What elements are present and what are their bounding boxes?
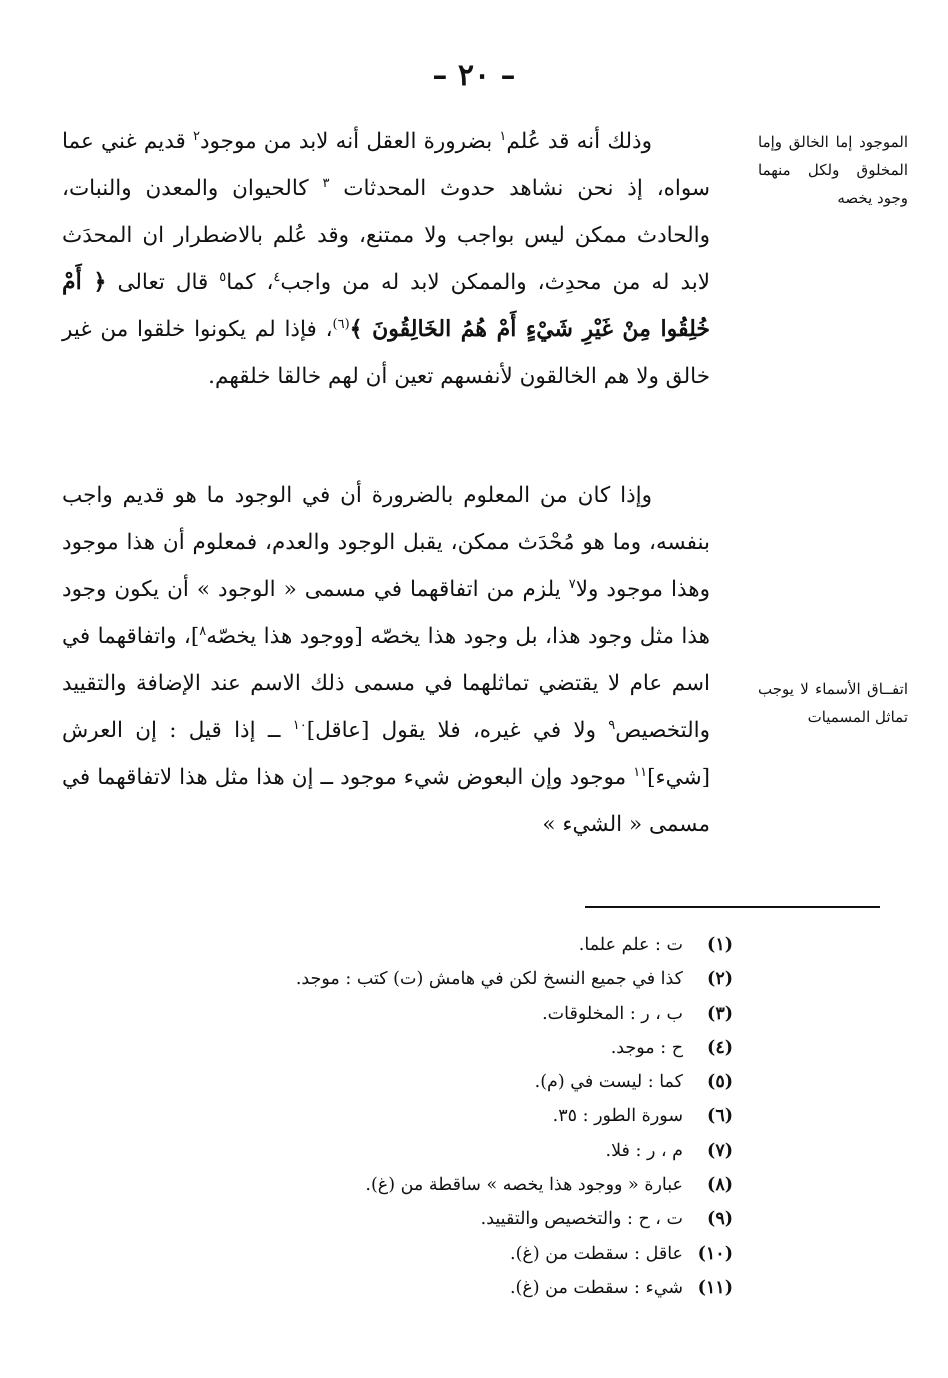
footnote-ref-8: ٨ xyxy=(199,623,207,639)
margin-note-existence: الموجود إما الخالق وإما المخلوق ولكل منهما وجود يخصه xyxy=(758,133,908,207)
para2-text-1: وإذا كان من المعلوم بالضرورة أن في الوجود ما هو قديم واجب بنفسه، وما هو مُحْدَث ممكن، يقبل الوجود والعدم، فمعلوم أن هذا موجود وهذا موجود ولا xyxy=(62,483,710,602)
footnote-text: كما : ليست في (م). xyxy=(534,1072,683,1093)
footnote-number: (١١) xyxy=(697,1277,733,1298)
footnote-text: شيء : سقطت من (غ). xyxy=(509,1277,683,1298)
footnote-item xyxy=(173,1202,733,1236)
para2-text-5: ــ إذا قيل : إن العرش [شيء] xyxy=(62,718,710,790)
footnote-number: (٧) xyxy=(707,1140,733,1161)
footnotes-list xyxy=(173,928,733,1305)
footnote-ref-1: ١ xyxy=(499,128,507,144)
para1-text-3: قديم غني عما سواه، إذ نحن نشاهد حدوث المحدثات xyxy=(62,129,710,201)
footnote-ref-9: ٩ xyxy=(608,717,616,733)
para2-text-6: موجود وإن البعوض شيء موجود ــ إن هذا مثل هذا لاتفاقهما في مسمى « الشيء » xyxy=(62,765,710,837)
footnote-number: (٢) xyxy=(707,969,733,990)
para2-text-2: يلزم من اتفاقهما في مسمى « الوجود » أن يكون وجود هذا مثل وجود هذا، بل وجود هذا يخصّه [ووجود هذا يخصّه xyxy=(62,577,710,649)
para1-text-2: بضرورة العقل أنه لابد من موجود xyxy=(199,129,500,154)
footnote-ref-11: ١١ xyxy=(633,764,648,780)
footnote-item xyxy=(173,997,733,1031)
footnote-number: (١٠) xyxy=(697,1243,733,1264)
footnote-number: (٣) xyxy=(707,1003,733,1024)
footnote-text: عبارة « ووجود هذا يخصه » ساقطة من (غ). xyxy=(365,1175,683,1196)
footnote-ref-6: (٦) xyxy=(332,316,350,332)
footnote-text: ب ، ر : المخلوقات. xyxy=(542,1003,683,1024)
body-paragraph-2 xyxy=(62,472,710,848)
footnote-divider xyxy=(585,906,880,908)
para2-text-3: ]، واتفاقهما في اسم عام لا يقتضي تماثلهما في مسمى ذلك الاسم عند الإضافة والتقييد والتخصيص xyxy=(62,624,710,743)
footnote-item xyxy=(173,962,733,996)
footnote-number: (٤) xyxy=(707,1037,733,1058)
para1-text-1: وذلك أنه قد عُلم xyxy=(506,129,652,154)
footnote-number: (٩) xyxy=(707,1209,733,1230)
footnote-item xyxy=(173,1168,733,1202)
footnote-ref-2: ٢ xyxy=(193,128,200,144)
footnote-number: (١) xyxy=(707,935,733,955)
footnote-number: (٨) xyxy=(707,1175,733,1196)
para1-text-4: كالحيوان والمعدن والنبات، والحادث ممكن ليس بواجب ولا ممتنع، وقد عُلم بالاضطرار ان المحدَث لابد له من محدِث، والممكن لابد له من واجب xyxy=(62,176,710,295)
footnote-item xyxy=(173,1237,733,1271)
footnote-ref-7: ٧ xyxy=(568,576,576,592)
footnote-ref-3: ٣ xyxy=(322,175,330,191)
footnote-ref-4: ٤ xyxy=(273,269,281,285)
footnote-text: سورة الطور : ٣٥. xyxy=(552,1106,683,1127)
footnote-item xyxy=(173,1134,733,1168)
footnote-ref-5: ٥ xyxy=(219,269,227,285)
footnote-item xyxy=(173,1031,733,1065)
footnote-item xyxy=(173,1271,733,1305)
footnote-text: م ، ر : فلا. xyxy=(605,1140,683,1161)
para1-text-6: قال تعالى xyxy=(106,270,220,295)
para2-text-4: ولا في غيره، فلا يقول [عاقل] xyxy=(306,718,609,743)
margin-note-names: اتفــاق الأسماء لا يوجب تماثل المسميات xyxy=(758,680,908,726)
para1-text-5: ، كما xyxy=(226,270,274,295)
footnote-text: ح : موجد. xyxy=(610,1037,683,1058)
footnote-text: ت : علم علما. xyxy=(578,935,683,955)
page-number: – ٢٠ – xyxy=(432,58,516,93)
para1-text-7: ، فإذا لم يكونوا خلقوا من غير خالق ولا هم الخالقون لأنفسهم تعين أن لهم خالقا خلقهم. xyxy=(62,317,710,389)
body-paragraph-1 xyxy=(62,118,710,400)
footnote-item xyxy=(173,928,733,962)
footnote-text: عاقل : سقطت من (غ). xyxy=(510,1243,683,1264)
footnote-text: كذا في جميع النسخ لكن في هامش (ت) كتب : موجد. xyxy=(295,969,683,990)
footnote-number: (٥) xyxy=(707,1072,733,1093)
footnote-item xyxy=(173,1065,733,1099)
quran-verse: ﴿ أَمْ خُلِقُوا مِنْ غَيْرِ شَيْءٍ أَمْ هُمُ الخَالِقُونَ ﴾ xyxy=(62,269,710,342)
footnote-ref-10: ١٠ xyxy=(292,717,307,733)
footnote-text: ت ، ح : والتخصيص والتقييد. xyxy=(480,1209,683,1230)
footnote-number: (٦) xyxy=(707,1106,733,1127)
footnote-item xyxy=(173,1099,733,1133)
